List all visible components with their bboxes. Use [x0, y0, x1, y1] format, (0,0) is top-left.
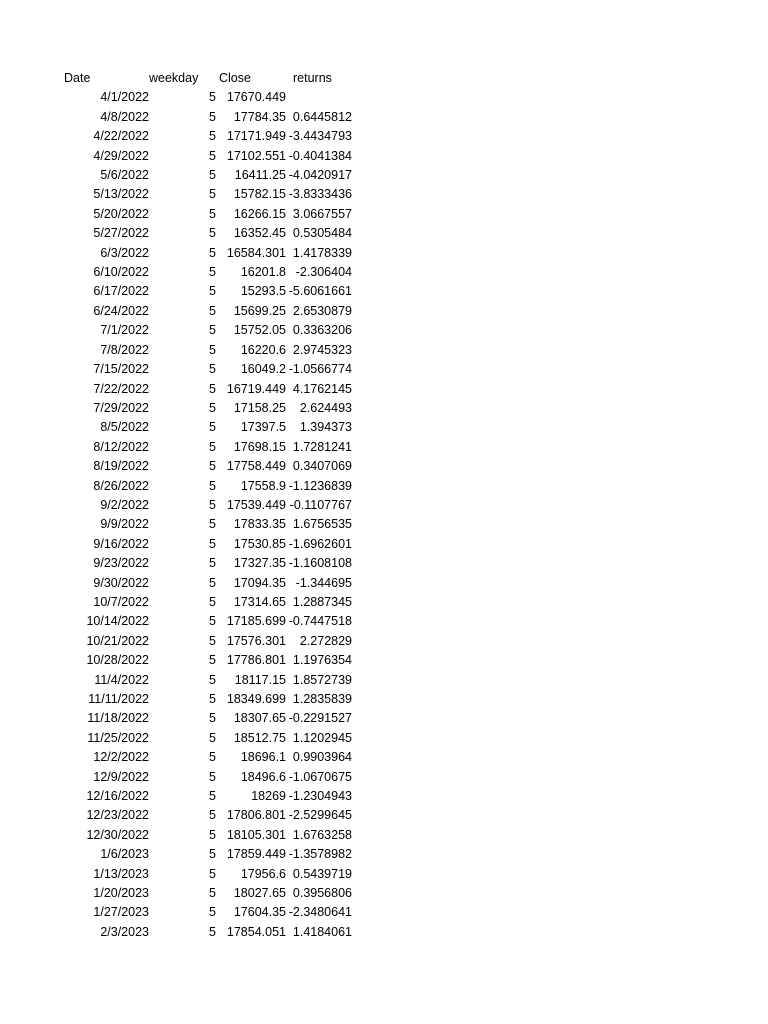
cell-close[interactable]: 17314.65: [233, 594, 286, 609]
cell-close[interactable]: 18105.301: [226, 827, 286, 842]
cell-returns[interactable]: 0.3363206: [292, 323, 352, 338]
cell-close[interactable]: 17806.801: [226, 808, 286, 823]
cell-close[interactable]: 16411.25: [234, 168, 286, 183]
table-row: [60, 515, 352, 534]
cell-weekday[interactable]: 5: [209, 362, 216, 377]
cell-weekday[interactable]: 5: [209, 847, 216, 862]
cell-returns[interactable]: 0.6445812: [292, 109, 352, 124]
table-row: [60, 438, 352, 457]
header-weekday[interactable]: weekday: [149, 71, 199, 85]
cell-close[interactable]: 17698.15: [233, 439, 286, 454]
cell-weekday[interactable]: 5: [209, 148, 216, 163]
cell-date[interactable]: 12/2/2022: [93, 750, 149, 765]
cell-weekday[interactable]: 5: [209, 284, 216, 299]
cell-date[interactable]: 8/12/2022: [93, 439, 149, 454]
cell-date[interactable]: 12/9/2022: [93, 769, 149, 784]
cell-close[interactable]: 17576.301: [226, 633, 286, 648]
cell-returns[interactable]: 2.624493: [299, 400, 352, 415]
cell-returns[interactable]: 1.4184061: [292, 924, 352, 939]
table-row: [60, 341, 352, 360]
cell-date[interactable]: 8/19/2022: [93, 459, 149, 474]
cell-weekday[interactable]: 5: [209, 459, 216, 474]
cell-weekday[interactable]: 5: [209, 827, 216, 842]
cell-date[interactable]: 7/8/2022: [100, 342, 149, 357]
cell-date[interactable]: 2/3/2023: [100, 924, 149, 939]
table-row: [60, 380, 352, 399]
cell-close[interactable]: 17786.801: [226, 653, 286, 668]
table-row: [60, 535, 352, 554]
cell-returns[interactable]: 0.3407069: [292, 459, 352, 474]
cell-close[interactable]: 17530.85: [233, 536, 286, 551]
cell-date[interactable]: 4/8/2022: [100, 109, 149, 124]
cell-close[interactable]: 18269: [251, 789, 286, 804]
cell-close[interactable]: 17539.449: [226, 497, 286, 512]
cell-date[interactable]: 9/2/2022: [100, 497, 149, 512]
header-date[interactable]: Date: [64, 71, 91, 85]
cell-close[interactable]: 16719.449: [226, 381, 286, 396]
cell-weekday[interactable]: 5: [209, 245, 216, 260]
table-row: [60, 632, 352, 651]
cell-date[interactable]: 1/13/2023: [93, 866, 149, 881]
cell-weekday[interactable]: 5: [209, 129, 216, 144]
cell-close[interactable]: 15699.25: [233, 303, 286, 318]
cell-close[interactable]: 17094.35: [233, 575, 286, 590]
cell-returns[interactable]: 1.2835839: [292, 692, 352, 706]
table-row: [60, 88, 352, 107]
table-row: [60, 826, 352, 845]
cell-close[interactable]: 17859.449: [226, 847, 286, 862]
table-row: [60, 127, 352, 146]
cell-weekday[interactable]: 5: [209, 90, 216, 105]
cell-close[interactable]: 18027.65: [233, 886, 286, 901]
table-row: [60, 496, 352, 515]
table-row: [60, 651, 352, 670]
cell-close[interactable]: 18512.75: [233, 730, 286, 745]
cell-weekday[interactable]: 5: [209, 497, 216, 512]
cell-date[interactable]: 9/30/2022: [93, 575, 149, 590]
cell-close[interactable]: 18496.6: [240, 769, 286, 784]
cell-close[interactable]: 18696.1: [240, 750, 286, 765]
table-row: [60, 748, 352, 767]
cell-returns[interactable]: [286, 88, 352, 107]
cell-date[interactable]: 4/22/2022: [93, 129, 149, 144]
cell-date[interactable]: 6/10/2022: [93, 265, 149, 280]
cell-weekday[interactable]: 5: [209, 905, 216, 920]
table-row: [60, 302, 352, 321]
cell-date[interactable]: 10/14/2022: [86, 614, 149, 629]
cell-date[interactable]: 10/28/2022: [86, 653, 149, 668]
cell-date[interactable]: 11/11/2022: [88, 692, 149, 706]
cell-close[interactable]: 18117.15: [234, 672, 286, 687]
table-row: [60, 205, 352, 224]
table-row: [60, 787, 352, 806]
cell-date[interactable]: 5/6/2022: [100, 168, 149, 183]
cell-close[interactable]: 16049.2: [240, 362, 286, 377]
cell-close[interactable]: 17758.449: [226, 459, 286, 474]
cell-date[interactable]: 7/15/2022: [93, 362, 149, 377]
cell-returns[interactable]: 2.6530879: [292, 303, 352, 318]
cell-close[interactable]: 15752.05: [233, 323, 286, 338]
cell-weekday[interactable]: 5: [209, 342, 216, 357]
cell-returns[interactable]: 0.5439719: [292, 866, 352, 881]
cell-date[interactable]: 12/16/2022: [86, 789, 149, 804]
table-row: [60, 768, 352, 787]
cell-returns[interactable]: -4.0420917: [288, 168, 352, 183]
cell-returns[interactable]: -1.3578982: [288, 847, 352, 862]
cell-close[interactable]: 16220.6: [240, 342, 286, 357]
table-row: [60, 224, 352, 243]
cell-date[interactable]: 8/26/2022: [93, 478, 149, 493]
cell-returns[interactable]: 0.3956806: [292, 886, 352, 901]
cell-close[interactable]: 15782.15: [233, 187, 286, 202]
table-row: [60, 806, 352, 825]
table-row: [60, 282, 352, 301]
cell-weekday[interactable]: 5: [209, 168, 216, 183]
cell-date[interactable]: 7/29/2022: [93, 400, 149, 415]
cell-weekday[interactable]: 5: [209, 750, 216, 765]
cell-returns[interactable]: -3.8333436: [288, 187, 352, 202]
cell-returns[interactable]: -0.1107767: [289, 497, 352, 512]
cell-weekday[interactable]: 5: [209, 536, 216, 551]
cell-date[interactable]: 8/5/2022: [100, 420, 149, 435]
table-row: [60, 244, 352, 263]
cell-returns[interactable]: 3.0667557: [292, 206, 352, 221]
table-row: [60, 671, 352, 690]
cell-close[interactable]: 17956.6: [240, 866, 286, 881]
table-row: [60, 185, 352, 204]
cell-weekday[interactable]: 5: [209, 381, 216, 396]
cell-date[interactable]: 12/23/2022: [86, 808, 149, 823]
cell-weekday[interactable]: 5: [209, 265, 216, 280]
cell-close[interactable]: 16266.15: [233, 206, 286, 221]
cell-close[interactable]: 17327.35: [233, 556, 286, 571]
spreadsheet: [60, 69, 352, 942]
cell-close[interactable]: 18307.65: [233, 711, 286, 726]
cell-date[interactable]: 10/7/2022: [93, 594, 149, 609]
table-row: [60, 884, 352, 903]
cell-weekday[interactable]: 5: [209, 924, 216, 939]
cell-returns[interactable]: 4.1762145: [292, 381, 352, 396]
cell-weekday[interactable]: 5: [209, 226, 216, 241]
cell-returns[interactable]: -2.306404: [295, 265, 352, 280]
table-row: [60, 399, 352, 418]
cell-returns[interactable]: 1.1976354: [292, 653, 352, 668]
header-row: [60, 69, 352, 88]
cell-weekday[interactable]: 5: [209, 614, 216, 629]
cell-date[interactable]: 5/27/2022: [93, 226, 149, 241]
cell-weekday[interactable]: 5: [209, 672, 216, 687]
cell-date[interactable]: 9/16/2022: [93, 536, 149, 551]
cell-date[interactable]: 7/22/2022: [93, 381, 149, 396]
cell-close[interactable]: 17171.949: [226, 129, 286, 144]
cell-returns[interactable]: -2.3480641: [288, 905, 352, 920]
cell-returns[interactable]: 1.4178339: [292, 245, 352, 260]
cell-weekday[interactable]: 5: [209, 439, 216, 454]
cell-returns[interactable]: 1.7281241: [292, 439, 352, 454]
table-row: [60, 845, 352, 864]
table-row: [60, 457, 352, 476]
cell-close[interactable]: 15293.5: [240, 284, 286, 299]
cell-weekday[interactable]: 5: [209, 769, 216, 784]
cell-date[interactable]: 4/29/2022: [93, 148, 149, 163]
table-row: [60, 923, 352, 942]
table-row: [60, 321, 352, 340]
cell-close[interactable]: 17185.699: [226, 614, 286, 629]
table-row: [60, 574, 352, 593]
cell-weekday[interactable]: 5: [209, 420, 216, 435]
cell-weekday[interactable]: 5: [209, 575, 216, 590]
cell-returns[interactable]: 2.9745323: [292, 342, 352, 357]
cell-date[interactable]: 5/13/2022: [93, 187, 149, 202]
cell-returns[interactable]: -3.4434793: [288, 129, 352, 144]
cell-weekday[interactable]: 5: [209, 808, 216, 823]
cell-date[interactable]: 4/1/2022: [100, 90, 149, 105]
cell-returns[interactable]: -5.6061661: [288, 284, 352, 299]
cell-weekday[interactable]: 5: [209, 866, 216, 881]
table-row: [60, 477, 352, 496]
cell-returns[interactable]: -1.6962601: [288, 536, 352, 551]
cell-returns[interactable]: -0.2291527: [288, 711, 352, 726]
table-row: [60, 865, 352, 884]
cell-weekday[interactable]: 5: [209, 556, 216, 571]
cell-date[interactable]: 11/18/2022: [87, 711, 149, 726]
table-row: [60, 418, 352, 437]
cell-date[interactable]: 1/6/2023: [100, 847, 149, 862]
cell-date[interactable]: 1/27/2023: [93, 905, 149, 920]
cell-returns[interactable]: -2.5299645: [288, 808, 352, 823]
header-returns[interactable]: returns: [293, 71, 332, 85]
cell-close[interactable]: 17854.051: [226, 924, 286, 939]
table-row: [60, 147, 352, 166]
cell-weekday[interactable]: 5: [209, 187, 216, 202]
cell-weekday[interactable]: 5: [209, 323, 216, 338]
cell-date[interactable]: 6/3/2022: [100, 245, 149, 260]
cell-returns[interactable]: -0.4041384: [288, 148, 352, 163]
cell-weekday[interactable]: 5: [209, 594, 216, 609]
cell-returns[interactable]: 1.6756535: [292, 517, 352, 532]
cell-returns[interactable]: -1.0670675: [288, 769, 352, 784]
data-table: [60, 69, 352, 942]
cell-returns[interactable]: -1.344695: [295, 575, 352, 590]
table-row: [60, 709, 352, 728]
cell-date[interactable]: 9/23/2022: [93, 556, 149, 571]
cell-close[interactable]: 17397.5: [240, 420, 286, 435]
cell-returns[interactable]: -1.0566774: [288, 362, 352, 377]
cell-close[interactable]: 17784.35: [233, 109, 286, 124]
cell-close[interactable]: 18349.699: [226, 692, 286, 706]
cell-returns[interactable]: -0.7447518: [288, 614, 352, 629]
cell-weekday[interactable]: 5: [209, 303, 216, 318]
cell-returns[interactable]: -1.1608108: [288, 556, 352, 571]
table-row: [60, 690, 352, 709]
cell-close[interactable]: 17102.551: [226, 148, 286, 163]
cell-weekday[interactable]: 5: [209, 692, 216, 706]
table-row: [60, 108, 352, 127]
cell-date[interactable]: 6/17/2022: [93, 284, 149, 299]
cell-weekday[interactable]: 5: [209, 633, 216, 648]
cell-weekday[interactable]: 5: [209, 109, 216, 124]
cell-date[interactable]: 7/1/2022: [100, 323, 149, 338]
cell-close[interactable]: 17558.9: [240, 478, 286, 493]
table-row: [60, 554, 352, 573]
cell-returns[interactable]: -1.2304943: [288, 789, 352, 804]
cell-date[interactable]: 12/30/2022: [86, 827, 149, 842]
cell-weekday[interactable]: 5: [209, 478, 216, 493]
cell-returns[interactable]: -1.1236839: [288, 478, 352, 493]
cell-weekday[interactable]: 5: [209, 206, 216, 221]
cell-returns[interactable]: 1.1202945: [292, 730, 352, 745]
cell-weekday[interactable]: 5: [209, 730, 216, 745]
table-row: [60, 593, 352, 612]
cell-close[interactable]: 16201.8: [240, 265, 286, 280]
table-row: [60, 903, 352, 922]
table-body: [60, 88, 352, 942]
cell-date[interactable]: 1/20/2023: [93, 886, 149, 901]
cell-date[interactable]: 5/20/2022: [93, 206, 149, 221]
cell-close[interactable]: 17158.25: [233, 400, 286, 415]
cell-close[interactable]: 16584.301: [226, 245, 286, 260]
cell-date[interactable]: 6/24/2022: [93, 303, 149, 318]
cell-weekday[interactable]: 5: [209, 653, 216, 668]
cell-date[interactable]: 11/25/2022: [87, 730, 149, 745]
table-row: [60, 360, 352, 379]
cell-close[interactable]: 17604.35: [233, 905, 286, 920]
table-row: [60, 166, 352, 185]
cell-returns[interactable]: 0.5305484: [292, 226, 352, 241]
cell-date[interactable]: 10/21/2022: [86, 633, 149, 648]
cell-date[interactable]: 11/4/2022: [94, 672, 149, 687]
cell-returns[interactable]: 2.272829: [299, 633, 352, 648]
cell-returns[interactable]: 1.6763258: [292, 827, 352, 842]
cell-returns[interactable]: 1.394373: [299, 420, 352, 435]
cell-close[interactable]: 17670.449: [226, 90, 286, 105]
cell-close[interactable]: 16352.45: [233, 226, 286, 241]
cell-date[interactable]: 9/9/2022: [100, 517, 149, 532]
cell-weekday[interactable]: 5: [209, 886, 216, 901]
cell-returns[interactable]: 0.9903964: [292, 750, 352, 765]
cell-weekday[interactable]: 5: [209, 517, 216, 532]
cell-weekday[interactable]: 5: [209, 400, 216, 415]
table-row: [60, 729, 352, 748]
cell-weekday[interactable]: 5: [209, 711, 216, 726]
cell-weekday[interactable]: 5: [209, 789, 216, 804]
cell-close[interactable]: 17833.35: [233, 517, 286, 532]
header-close[interactable]: Close: [219, 71, 251, 85]
table-row: [60, 612, 352, 631]
table-row: [60, 263, 352, 282]
cell-returns[interactable]: 1.8572739: [292, 672, 352, 687]
cell-returns[interactable]: 1.2887345: [292, 594, 352, 609]
